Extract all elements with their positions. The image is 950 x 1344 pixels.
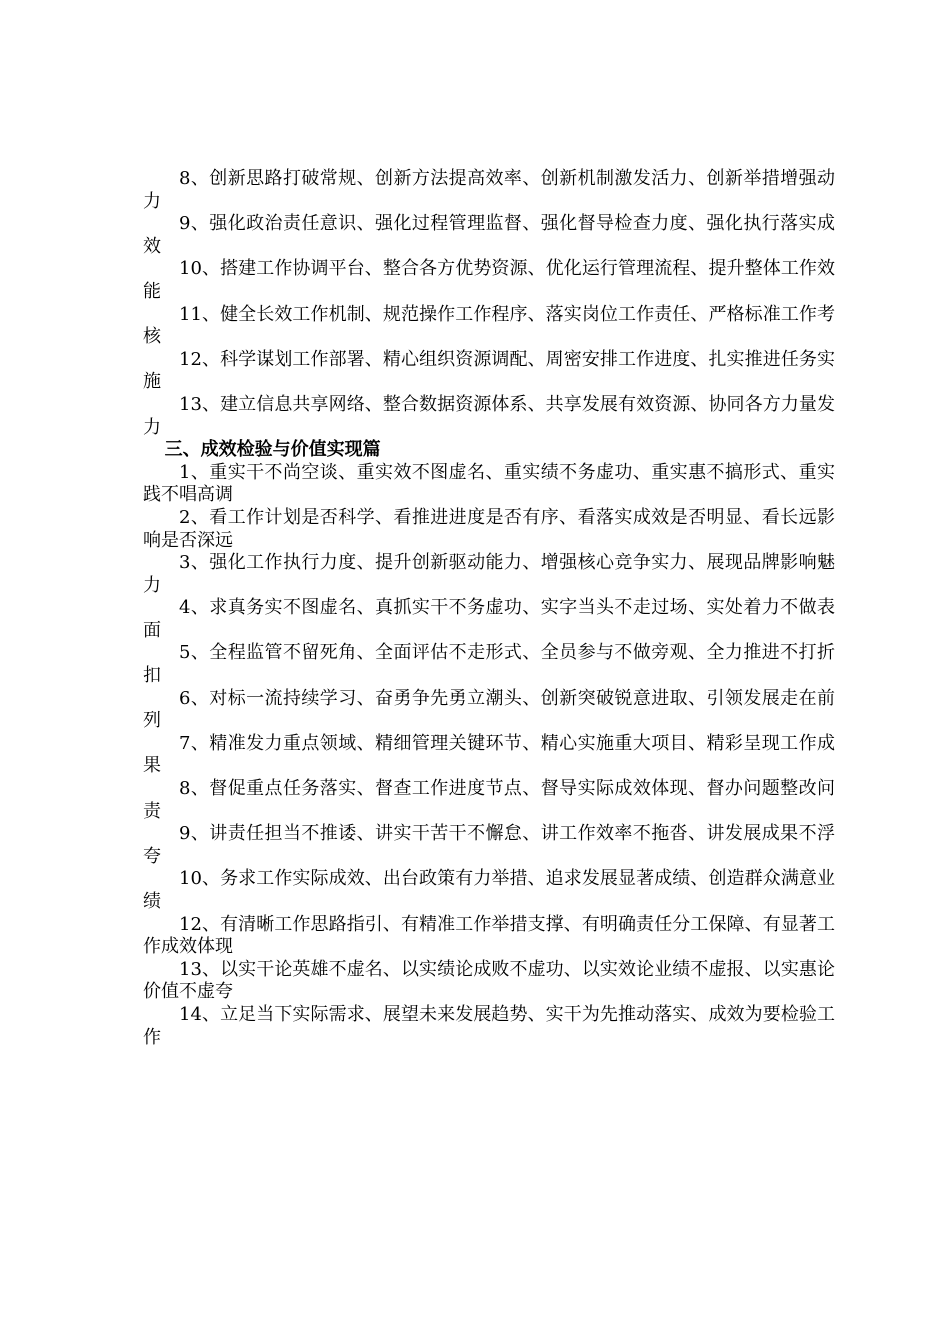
list-item-3-2: 2、看工作计划是否科学、看推进进度是否有序、看落实成效是否明显、看长远影响是否深远 xyxy=(143,506,835,551)
section-three-heading: 三、成效检验与价值实现篇 xyxy=(164,439,381,461)
list-item-3-3: 3、强化工作执行力度、提升创新驱动能力、增强核心竞争实力、展现品牌影响魅力 xyxy=(143,552,835,596)
list-item-2-12: 12、科学谋划工作部署、精心组织资源调配、周密安排工作进度、扎实推进任务实施 xyxy=(143,348,835,393)
list-item-3-9: 9、讲责任担当不推诿、讲实干苦干不懈怠、讲工作效率不拖沓、讲发展成果不浮夸 xyxy=(143,823,835,867)
list-item-2-8: 8、创新思路打破常规、创新方法提高效率、创新机制激发活力、创新举措增强动力 xyxy=(143,168,835,212)
list-item-3-12: 12、有清晰工作思路指引、有精准工作举措支撑、有明确责任分工保障、有显著工作成效体现 xyxy=(143,913,835,958)
list-item-2-11: 11、健全长效工作机制、规范操作工作程序、落实岗位工作责任、严格标准工作考核 xyxy=(143,303,835,348)
list-item-2-10: 10、搭建工作协调平台、整合各方优势资源、优化运行管理流程、提升整体工作效能 xyxy=(143,258,835,302)
list-item-3-7: 7、精准发力重点领域、精细管理关键环节、精心实施重大项目、精彩呈现工作成果 xyxy=(143,732,835,777)
list-item-2-13: 13、建立信息共享网络、整合数据资源体系、共享发展有效资源、协同各方力量发力 xyxy=(143,393,835,438)
list-item-2-9: 9、强化政治责任意识、强化过程管理监督、强化督导检查力度、强化执行落实成效 xyxy=(143,213,835,257)
document-page xyxy=(143,168,835,1049)
list-item-3-8: 8、督促重点任务落实、督查工作进度节点、督导实际成效体现、督办问题整改问责 xyxy=(143,778,835,822)
list-item-3-4: 4、求真务实不图虚名、真抓实干不务虚功、实字当头不走过场、实处着力不做表面 xyxy=(143,597,835,641)
list-item-3-10: 10、务求工作实际成效、出台政策有力举措、追求发展显著成绩、创造群众满意业绩 xyxy=(143,868,835,912)
list-item-3-6: 6、对标一流持续学习、奋勇争先勇立潮头、创新突破锐意进取、引领发展走在前列 xyxy=(143,687,835,732)
list-item-3-5: 5、全程监管不留死角、全面评估不走形式、全员参与不做旁观、全力推进不打折扣 xyxy=(143,642,835,687)
list-item-3-13: 13、以实干论英雄不虚名、以实绩论成败不虚功、以实效论业绩不虚报、以实惠论价值不虚夸 xyxy=(143,958,835,1003)
list-item-3-14: 14、立足当下实际需求、展望未来发展趋势、实干为先推动落实、成效为要检验工作 xyxy=(143,1003,835,1048)
list-item-3-1: 1、重实干不尚空谈、重实效不图虚名、重实绩不务虚功、重实惠不搞形式、重实践不唱高调 xyxy=(143,461,835,506)
